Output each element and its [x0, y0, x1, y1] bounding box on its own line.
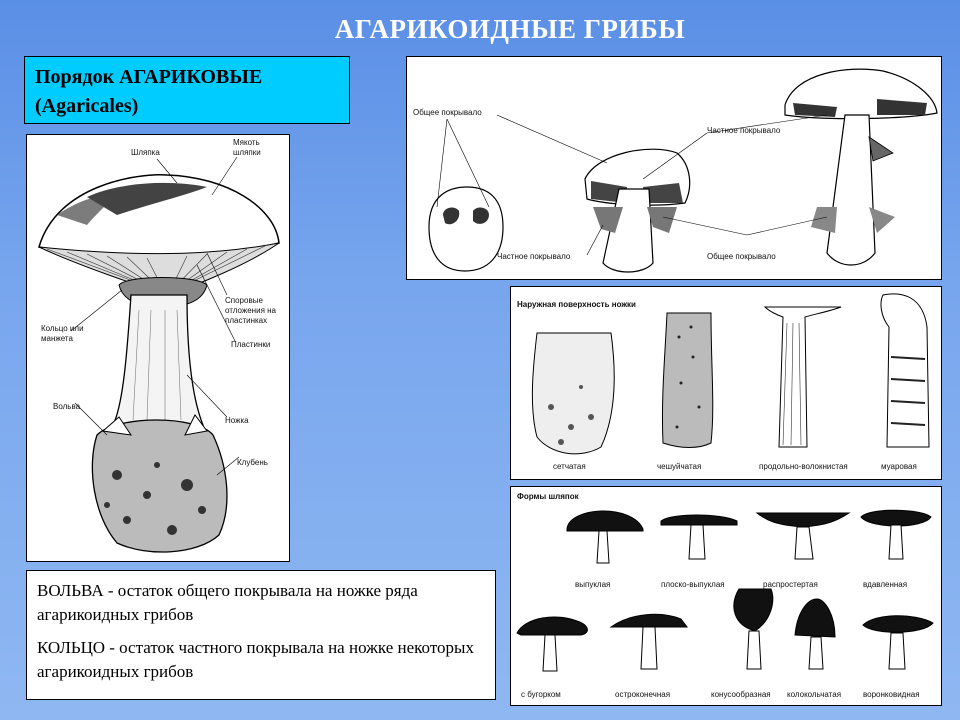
- stem-surface-illustration: [511, 287, 943, 481]
- cap-shape-depressed: вдавленная: [863, 580, 908, 589]
- order-latin: (Agaricales): [35, 95, 139, 117]
- slide-title: АГАРИКОИДНЫЕ ГРИБЫ: [334, 14, 686, 44]
- label-cap: Шляпка: [131, 148, 160, 157]
- cap-shape-funnel: воронковидная: [863, 690, 920, 699]
- label-spore-3: пластинках: [225, 316, 268, 325]
- definitions-box: [26, 570, 496, 700]
- label-stem: Ножка: [225, 416, 249, 425]
- label-universal-veil-top: Общее покрывало: [413, 108, 482, 117]
- cap-shapes-panel: [510, 486, 942, 706]
- cap-shape-pointed: остроконечная: [615, 690, 671, 699]
- label-ring-1: Кольцо или: [41, 324, 84, 333]
- veil-illustration: [407, 57, 943, 281]
- order-box: [24, 56, 350, 124]
- cap-shape-plano-convex: плоско-выпуклая: [661, 580, 725, 589]
- label-volva: Вольва: [53, 402, 81, 411]
- veil-panel: [406, 56, 942, 280]
- stem-surface-panel: [510, 286, 942, 480]
- cap-shapes-title: Формы шляпок: [517, 492, 579, 501]
- stem-surface-title: Наружная поверхность ножки: [517, 300, 636, 309]
- label-partial-veil-bottom: Частное покрывало: [497, 252, 571, 261]
- label-partial-veil-top: Частное покрывало: [707, 126, 781, 135]
- anatomy-panel: [26, 134, 290, 562]
- label-tuber: Клубень: [237, 458, 268, 467]
- stem-type-reticulate: сетчатая: [553, 462, 586, 471]
- anatomy-illustration: [27, 135, 291, 563]
- label-spore-1: Споровые: [225, 296, 263, 305]
- cap-shape-convex: выпуклая: [575, 580, 611, 589]
- label-spore-2: отложения на: [225, 306, 276, 315]
- order-name: Порядок АГАРИКОВЫЕ: [35, 66, 263, 88]
- cap-shape-conical: конусообразная: [711, 690, 771, 699]
- label-flesh-2: шляпки: [233, 148, 261, 157]
- stem-type-fibrous: продольно-волокнистая: [759, 462, 848, 471]
- label-gills: Пластинки: [231, 340, 271, 349]
- definition-ring: КОЛЬЦО - остаток частного покрывала на ножке некоторых агарикоидных грибов: [37, 638, 474, 681]
- label-ring-2: манжета: [41, 334, 73, 343]
- stem-type-moire: муаровая: [881, 462, 917, 471]
- label-universal-veil-bottom: Общее покрывало: [707, 252, 776, 261]
- label-flesh-1: Мякоть: [233, 138, 260, 147]
- definition-volva: ВОЛЬВА - остаток общего покрывала на ножке ряда агарикоидных грибов: [37, 581, 418, 624]
- cap-shapes-illustration: [511, 487, 943, 707]
- cap-shape-flat: распростертая: [763, 580, 818, 589]
- cap-shape-campanulate: колокольчатая: [787, 690, 842, 699]
- stem-type-scaly: чешуйчатая: [657, 462, 702, 471]
- cap-shape-umbonate: с бугорком: [521, 690, 561, 699]
